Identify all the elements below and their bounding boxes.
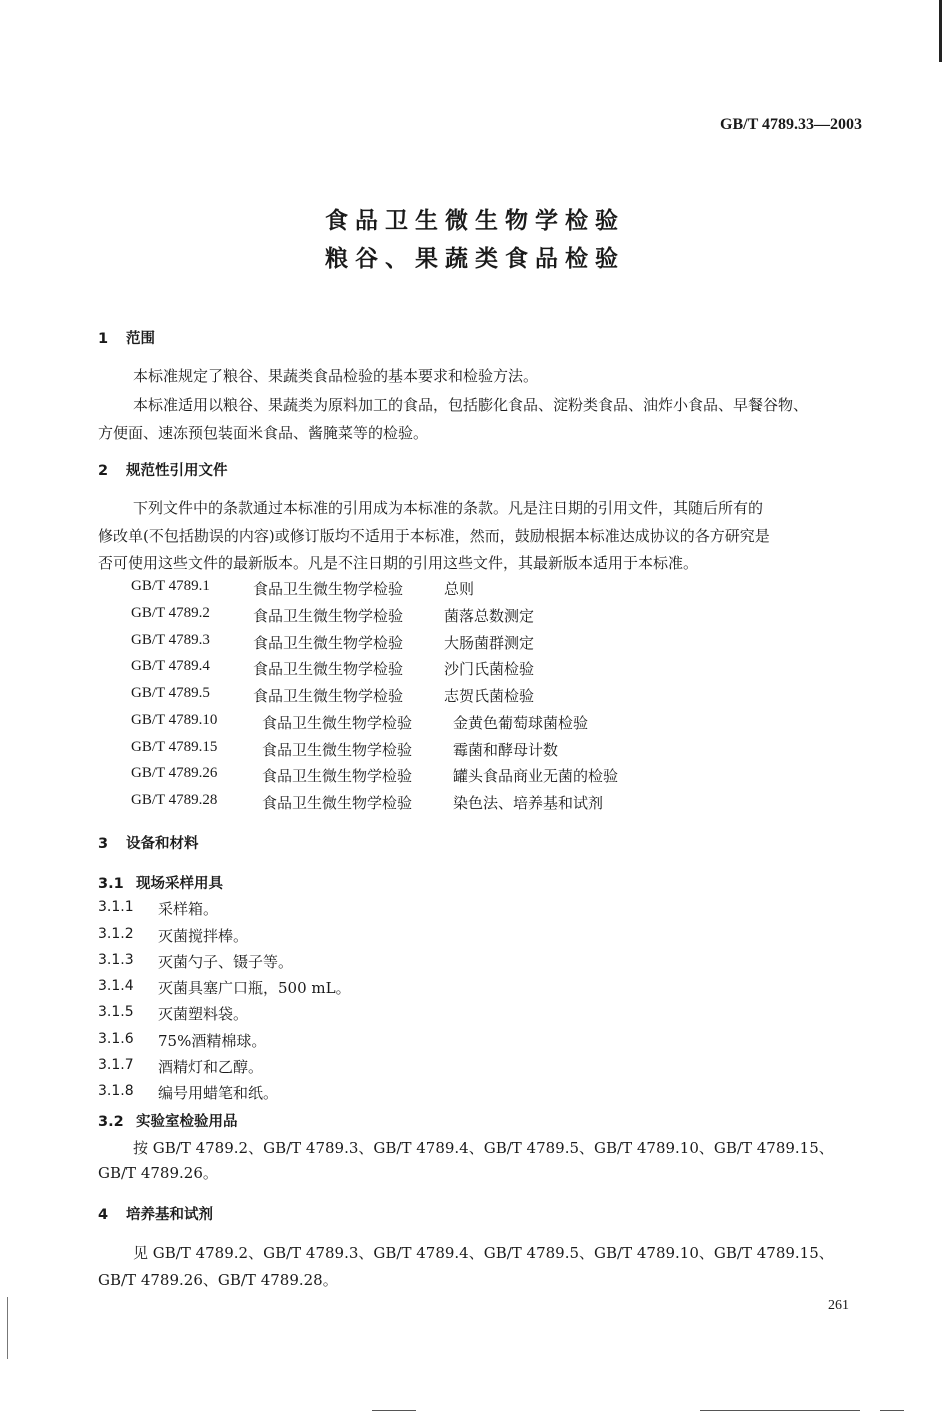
- section-number: 2: [98, 463, 109, 479]
- subsection-3-2-heading: [98, 1110, 238, 1131]
- reference-topic: 菌落总数测定: [444, 607, 535, 625]
- section-2-heading: [98, 459, 228, 480]
- section-1-paragraph-1: 本标准规定了粮谷、果蔬类食品检验的基本要求和检验方法。: [133, 367, 539, 385]
- reference-name: 食品卫生微生物学检验: [262, 794, 413, 812]
- item-number: 3.1.1: [98, 899, 134, 915]
- reference-code: GB/T 4789.1: [131, 578, 210, 594]
- item-text: 灭菌塑料袋。: [158, 1005, 249, 1023]
- scan-artifact-line: [700, 1410, 860, 1411]
- reference-name: 食品卫生微生物学检验: [253, 687, 404, 705]
- section-number: 1: [98, 331, 109, 347]
- section-3-heading: [98, 832, 199, 853]
- reference-code: GB/T 4789.15: [131, 739, 218, 755]
- item-number: 3.1.7: [98, 1057, 134, 1073]
- reference-topic: 染色法、培养基和试剂: [453, 794, 604, 812]
- section-4-line-2: GB/T 4789.26、GB/T 4789.28。: [98, 1271, 338, 1289]
- item-text: 采样箱。: [158, 900, 219, 918]
- item-number: 3.1.3: [98, 952, 134, 968]
- item-number: 3.1.5: [98, 1004, 134, 1020]
- reference-topic: 罐头食品商业无菌的检验: [453, 767, 619, 785]
- section-number: 3: [98, 836, 109, 852]
- document-title-line-2: 粮谷、果蔬类食品检验: [325, 246, 625, 272]
- section-1-paragraph-2-line-1: 本标准适用以粮谷、果蔬类为原料加工的食品，包括膨化食品、淀粉类食品、油炸小食品、早餐谷物、: [133, 396, 809, 414]
- reference-code: GB/T 4789.26: [131, 765, 218, 781]
- reference-topic: 金黄色葡萄球菌检验: [453, 714, 589, 732]
- item-number: 3.1.2: [98, 926, 134, 942]
- item-text: 75%酒精棉球。: [158, 1032, 267, 1050]
- subsection-3-2-line-1: 按 GB/T 4789.2、GB/T 4789.3、GB/T 4789.4、GB/T 4789.5、GB/T 4789.10、GB/T 4789.15、: [133, 1139, 834, 1157]
- item-number: 3.1.8: [98, 1083, 134, 1099]
- section-1-paragraph-2-line-2: 方便面、速冻预包装面米食品、酱腌菜等的检验。: [98, 424, 429, 442]
- section-title: 范围: [126, 331, 155, 347]
- reference-topic: 总则: [444, 580, 475, 598]
- item-text: 灭菌搅拌棒。: [158, 927, 249, 945]
- section-4-line-1: 见 GB/T 4789.2、GB/T 4789.3、GB/T 4789.4、GB/T 4789.5、GB/T 4789.10、GB/T 4789.15、: [133, 1244, 834, 1262]
- reference-topic: 霉菌和酵母计数: [453, 741, 559, 759]
- reference-name: 食品卫生微生物学检验: [253, 580, 404, 598]
- section-number: 4: [98, 1207, 109, 1223]
- document-title-line-1: 食品卫生微生物学检验: [325, 208, 625, 234]
- subsection-number: 3.1: [98, 876, 124, 892]
- scan-edge-mark: [939, 0, 942, 62]
- section-title: 设备和材料: [126, 836, 199, 852]
- item-number: 3.1.6: [98, 1031, 134, 1047]
- section-2-paragraph-line-3: 否可使用这些文件的最新版本。凡是不注日期的引用这些文件，其最新版本适用于本标准。: [98, 554, 699, 572]
- reference-topic: 沙门氏菌检验: [444, 660, 535, 678]
- reference-name: 食品卫生微生物学检验: [262, 741, 413, 759]
- item-text: 灭菌具塞广口瓶，500 mL。: [158, 979, 351, 997]
- reference-name: 食品卫生微生物学检验: [253, 634, 404, 652]
- scan-artifact-line: [372, 1410, 416, 1411]
- section-title: 规范性引用文件: [126, 463, 228, 479]
- scan-edge-mark: [7, 1297, 8, 1359]
- scan-artifact-line: [880, 1410, 904, 1411]
- standard-code: GB/T 4789.33—2003: [720, 116, 862, 133]
- item-text: 灭菌勺子、镊子等。: [158, 953, 294, 971]
- section-2-paragraph-line-2: 修改单(不包括勘误的内容)或修订版均不适用于本标准，然而，鼓励根据本标准达成协议的各方研究是: [98, 527, 770, 545]
- reference-name: 食品卫生微生物学检验: [262, 767, 413, 785]
- reference-topic: 志贺氏菌检验: [444, 687, 535, 705]
- reference-code: GB/T 4789.10: [131, 712, 218, 728]
- subsection-3-2-line-2: GB/T 4789.26。: [98, 1164, 218, 1182]
- item-number: 3.1.4: [98, 978, 134, 994]
- item-text: 酒精灯和乙醇。: [158, 1058, 264, 1076]
- reference-topic: 大肠菌群测定: [444, 634, 535, 652]
- subsection-title: 实验室检验用品: [136, 1114, 238, 1130]
- reference-code: GB/T 4789.2: [131, 605, 210, 621]
- item-text: 编号用蜡笔和纸。: [158, 1084, 279, 1102]
- section-2-paragraph-line-1: 下列文件中的条款通过本标准的引用成为本标准的条款。凡是注日期的引用文件，其随后所有的: [133, 499, 764, 517]
- section-title: 培养基和试剂: [126, 1207, 213, 1223]
- section-4-heading: [98, 1203, 213, 1224]
- subsection-number: 3.2: [98, 1114, 124, 1130]
- subsection-3-1-heading: [98, 872, 223, 893]
- section-1-heading: [98, 327, 155, 348]
- reference-name: 食品卫生微生物学检验: [262, 714, 413, 732]
- reference-code: GB/T 4789.4: [131, 658, 210, 674]
- reference-name: 食品卫生微生物学检验: [253, 607, 404, 625]
- reference-name: 食品卫生微生物学检验: [253, 660, 404, 678]
- reference-code: GB/T 4789.3: [131, 632, 210, 648]
- reference-code: GB/T 4789.28: [131, 792, 218, 808]
- subsection-title: 现场采样用具: [136, 876, 223, 892]
- reference-code: GB/T 4789.5: [131, 685, 210, 701]
- page-number: 261: [828, 1298, 849, 1313]
